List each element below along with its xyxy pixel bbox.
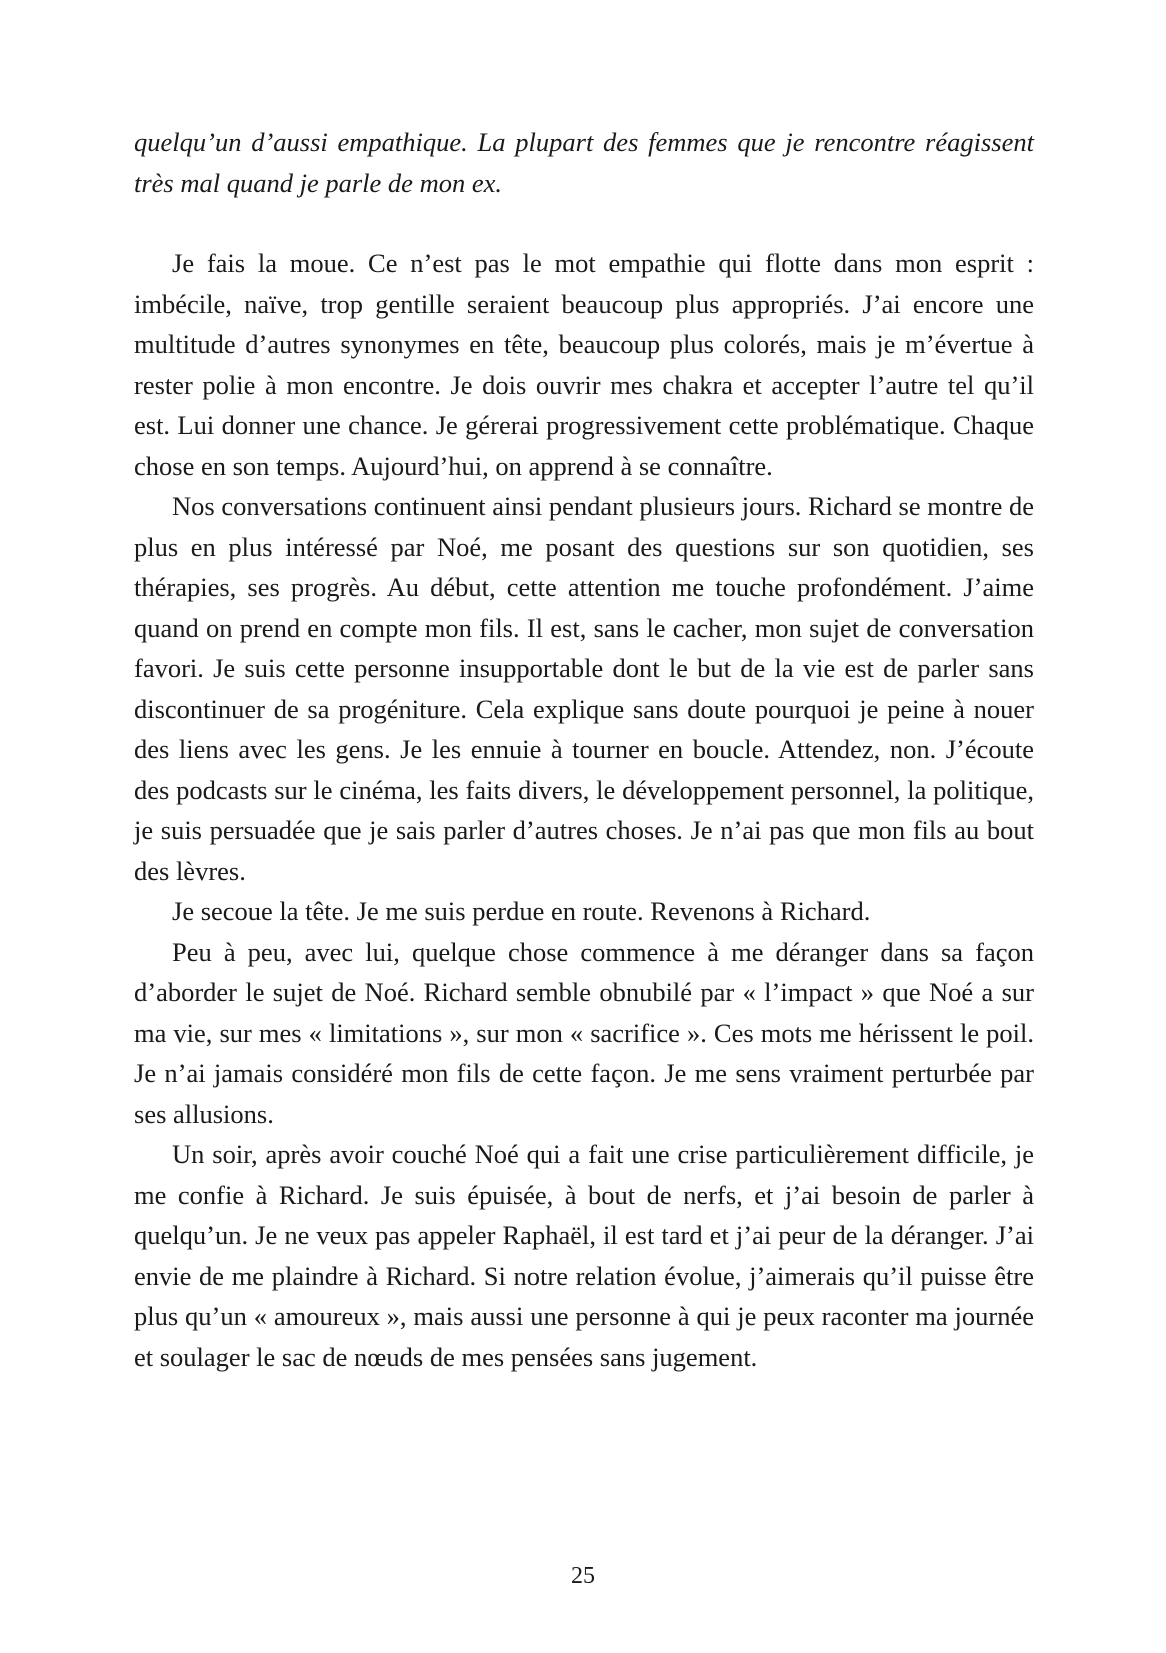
paragraph: Je fais la moue. Ce n’est pas le mot empathie qui flotte dans mon esprit : imbécile, naïve, trop gentille seraient beaucoup plus appropriés. J’ai encore une multitude d’autres synonymes en tête, beaucoup plus colorés, mais je m’évertue à rester polie à mon encontre. Je dois ouvrir mes chakra et accepter l’autre tel qu’il est. Lui donner une chance. Je gérerai progressivement cette problématique. Chaque chose en son temps. Aujourd’hui, on apprend à se connaître. [134,248,1034,481]
paragraph: Un soir, après avoir couché Noé qui a fait une crise particulièrement difficile, je me confie à Richard. Je suis épuisée, à bout de nerfs, et j’ai besoin de parler à quelqu’un. Je ne veux pas appeler Raphaël, il est tard et j’ai peur de la déranger. J’ai envie de me plaindre à Richard. Si notre relation évolue, j’aimerais qu’il puisse être plus qu’un « amoureux », mais aussi une personne à qui je peux raconter ma journée et soulager le sac de nœuds de mes pensées sans jugement. [134,1139,1034,1372]
paragraph: Nos conversations continuent ainsi pendant plusieurs jours. Richard se montre de plus en plus intéressé par Noé, me posant des questions sur son quotidien, ses thérapies, ses progrès. Au début, cette attention me touche profondément. J’aime quand on prend en compte mon fils. Il est, sans le cacher, mon sujet de conversation favori. Je suis cette personne insupportable dont le but de la vie est de parler sans discontinuer de sa progéniture. Cela explique sans doute pourquoi je peine à nouer des liens avec les gens. Je les ennuie à tourner en boucle. Attendez, non. J’écoute des podcasts sur le cinéma, les faits divers, le développement personnel, la politique, je suis persuadée que je sais parler d’autres choses. Je n’ai pas que mon fils au bout des lèvres. [134,491,1034,886]
paragraph-dialogue-continuation: quelqu’un d’aussi empathique. La plupart des femmes que je rencontre réagissent très mal quand je parle de mon ex. [134,127,1034,198]
page-number: 25 [571,1563,595,1589]
paragraph: Peu à peu, avec lui, quelque chose commence à me déranger dans sa façon d’aborder le sujet de Noé. Richard semble obnubilé par « l’impact » que Noé a sur ma vie, sur mes « limitations », sur mon « sacrifice ». Ces mots me hérissent le poil. Je n’ai jamais considéré mon fils de cette façon. Je me sens vraiment perturbée par ses allusions. [134,936,1034,1129]
paragraph-gap [134,203,1034,243]
paragraph: Je secoue la tête. Je me suis perdue en route. Revenons à Richard. [172,896,871,926]
page-body [134,122,1034,1377]
